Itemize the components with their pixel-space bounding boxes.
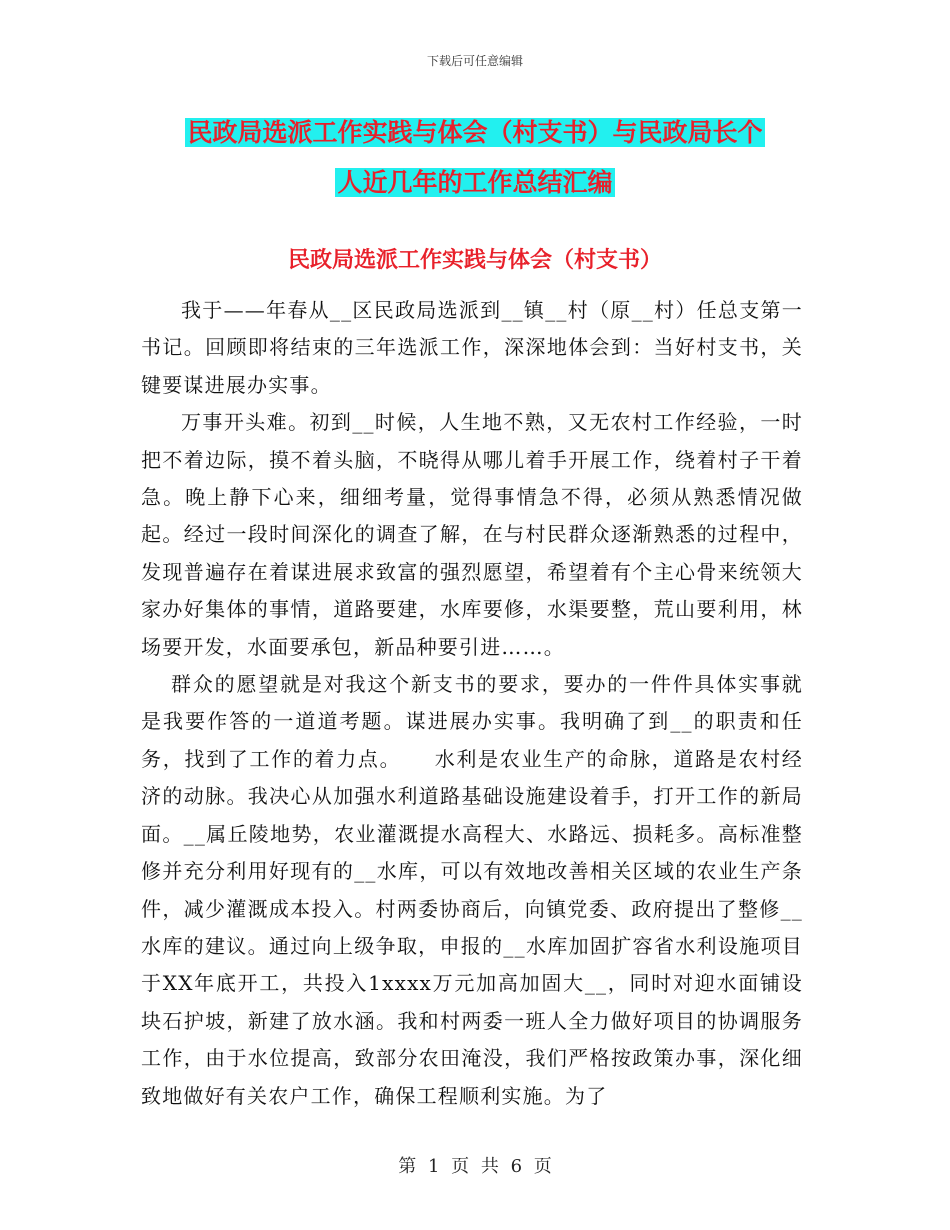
page-footer: 第 1 页 共 6 页 bbox=[398, 1156, 552, 1177]
document-title-line-1 bbox=[120, 108, 830, 158]
document-title bbox=[120, 108, 830, 208]
paragraph: 群众的愿望就是对我这个新支书的要求，要办的一件件具体实事就是我要作答的一道道考题。谋进展办实事。我明确了到__的职责和任务，找到了工作的着力点。 水利是农业生产的命脉，道路是农村经济的动脉。我决心从加强水利道路基础设施建设着手，打开工作的新局面。__属丘陵地势，农业灌溉提水高程大、水路远、损耗多。高标准整修并充分利用好现有的__水库，可以有效地改善相关区域的农业生产条件，减少灌溉成本投入。村两委协商后，向镇党委、政府提出了整修__水库的建议。通过向上级争取，申报的__水库加固扩容省水利设施项目于XX年底开工，共投入1xxxx万元加高加固大__，同时对迎水面铺设块石护坡，新建了放水涵。我和村两委一班人全力做好项目的协调服务工作，由于水位提高，致部分农田淹没，我们严格按政策办事，深化细致地做好有关农户工作，确保工程顺利实施。为了 bbox=[141, 672, 803, 1108]
document-title-line-2 bbox=[120, 158, 830, 208]
body-text bbox=[141, 292, 803, 1115]
paragraph: 万事开头难。初到__时候，人生地不熟，又无农村工作经验，一时把不着边际，摸不着头脑，不晓得从哪儿着手开展工作，绕着村子干着急。晚上静下心来，细细考量，觉得事情急不得，必须从熟悉情况做起。经过一段时间深化的调查了解，在与村民群众逐渐熟悉的过程中，发现普遍存在着谋进展求致富的强烈愿望，希望着有个主心骨来统领大家办好集体的事情，道路要建，水库要修，水渠要整，荒山要利用，林场要开发，水面要承包，新品种要引进……。 bbox=[141, 410, 803, 659]
title-highlight-1: 民政局选派工作实践与体会（村支书）与民政局长个 bbox=[187, 118, 763, 147]
paragraph: 我于——年春从__区民政局选派到__镇__村（原__村）任总支第一书记。回顾即将结束的三年选派工作，深深地体会到：当好村支书，关键要谋进展办实事。 bbox=[141, 298, 803, 397]
header-note: 下载后可任意编辑 bbox=[426, 54, 523, 68]
section-title: 民政局选派工作实践与体会（村支书） bbox=[287, 247, 662, 273]
title-highlight-2: 人近几年的工作总结汇编 bbox=[337, 168, 613, 197]
